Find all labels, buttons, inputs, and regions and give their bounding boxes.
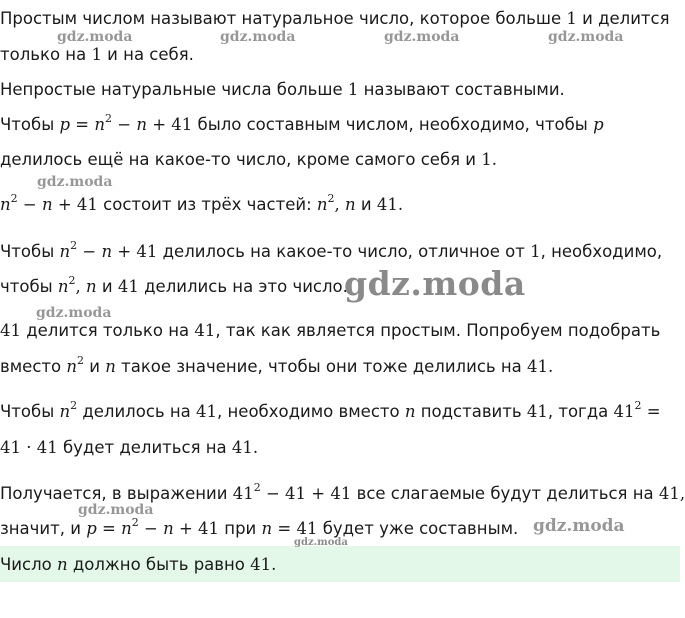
text-line-8: чтобы $n^2$, n и 41 делились на это число. (0, 274, 348, 296)
text-line-10: вместо $n^2$ и n такое значение, чтобы они тоже делились на 41. (0, 354, 554, 376)
watermark: gdz.moda (533, 516, 625, 536)
watermark-large: gdz.moda (344, 264, 526, 303)
text-line-14: значит, и $p = n^2 - n + 41$ при n = 41 будет уже составным. (0, 516, 519, 538)
text-line-3: Непростые натуральные числа больше 1 называют составными. (0, 80, 565, 99)
answer-line: Число n должно быть равно 41. (0, 555, 277, 574)
watermark: gdz.moda (36, 305, 112, 321)
text-line-1: Простым числом называют натуральное число, которое больше 1 и делится (0, 9, 670, 28)
watermark: gdz.moda (57, 29, 133, 45)
watermark: gdz.moda (294, 537, 348, 548)
text-line-9: 41 делится только на 41, так как является простым. Попробуем подобрать (0, 321, 661, 340)
text-line-5: делилось ещё на какое-то число, кроме самого себя и 1. (0, 150, 498, 169)
watermark: gdz.moda (78, 502, 154, 518)
text-line-12: 41 · 41 будет делиться на 41. (0, 438, 259, 457)
text-line-6: $n^2 - n + 41$ состоит из трёх частей: $n^2$, n и 41. (0, 192, 404, 214)
text-line-4: Чтобы $p = n^2 - n + 41$ было составным числом, необходимо, чтобы p (0, 112, 604, 134)
text-line-7: Чтобы $n^2 - n + 41$ делилось на какое-то число, отличное от 1, необходимо, (0, 239, 663, 261)
watermark: gdz.moda (220, 29, 296, 45)
watermark: gdz.moda (548, 29, 624, 45)
watermark: gdz.moda (384, 29, 460, 45)
text-line-2: только на 1 и на себя. (0, 45, 194, 64)
watermark: gdz.moda (37, 174, 113, 190)
text-line-13: Получается, в выражении $41^2 - 41 + 41$ все слагаемые будут делиться на 41, (0, 481, 685, 503)
text-line-11: Чтобы $n^2$ делилось на 41, необходимо вместо n подставить 41, тогда $41^2$ = (0, 399, 661, 421)
